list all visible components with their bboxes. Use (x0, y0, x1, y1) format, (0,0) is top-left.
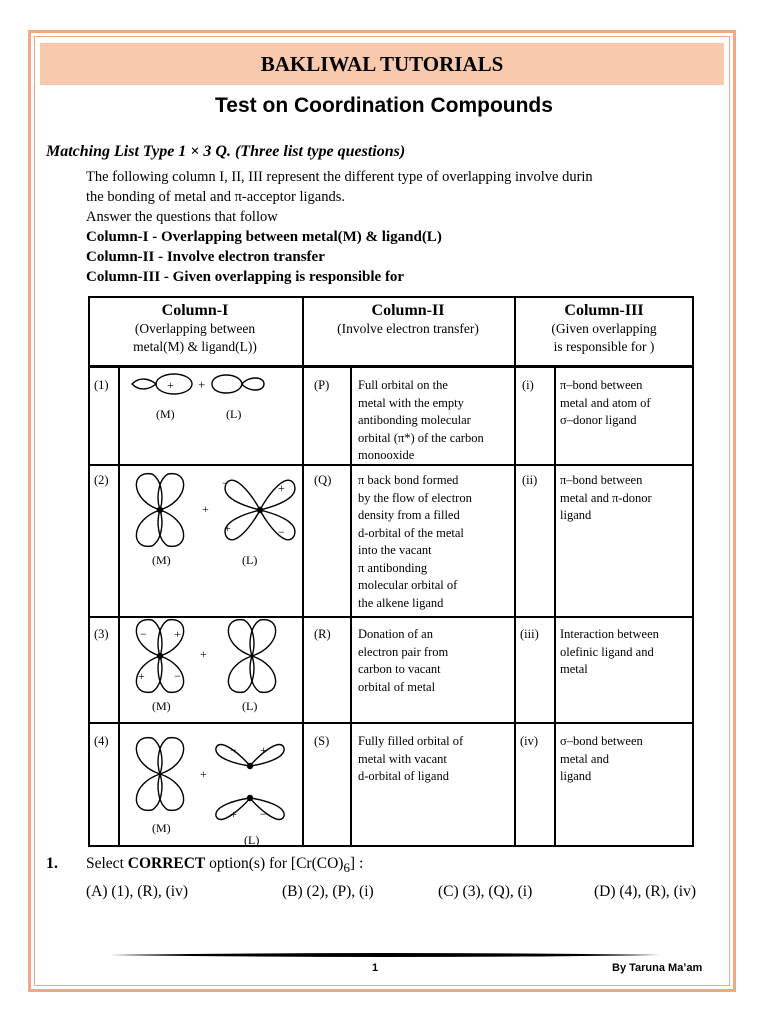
column-iii-title: Column-III (564, 302, 644, 319)
d-orbital (136, 474, 183, 547)
sp-orbital-lobe (212, 375, 242, 393)
sign-label: + (167, 378, 174, 392)
ligand-label: (L) (244, 833, 260, 847)
metal-label: (M) (152, 699, 171, 713)
author-credit: By Taruna Ma’am (612, 962, 703, 974)
text-line: π antibonding (358, 560, 428, 575)
orbital-diagrams (88, 296, 694, 847)
text-line: σ–bond between (560, 734, 643, 748)
d-orbital (136, 738, 183, 811)
text-line: Donation of an (358, 627, 433, 641)
question-text-bold: CORRECT (127, 855, 206, 872)
text-line: orbital (π*) of the carbon (358, 430, 484, 445)
text-line: Interaction between (560, 627, 659, 641)
section-heading: Matching List Type 1 × 3 Q. (Three list type questions) (46, 143, 406, 160)
ligand-label: (L) (226, 407, 242, 421)
column-i-sub: (Overlapping between (134, 321, 256, 336)
metal-label: (M) (152, 553, 171, 567)
sign-label: + (230, 807, 237, 821)
column-def: Column-II - Involve electron transfer (86, 249, 325, 265)
question-text-part: ] : (349, 855, 364, 872)
ligand-label: (L) (242, 699, 258, 713)
option-d[interactable]: (D) (4), (R), (iv) (594, 883, 697, 900)
ligand-label: (L) (242, 553, 258, 567)
row-1-c1-label: (1) (94, 378, 109, 392)
text-line: π–bond between (560, 473, 643, 487)
p-orbital-small-lobe (132, 379, 156, 389)
row-4-c3-label: (iv) (520, 734, 539, 748)
row-2-orbital-diagram (136, 474, 295, 567)
row-1-orbital-diagram (132, 374, 264, 421)
row-2-c2-label: (Q) (314, 473, 332, 487)
column-i-sub: metal(M) & ligand(L)) (133, 339, 257, 354)
option-b[interactable]: (B) (2), (P), (i) (282, 883, 374, 900)
question-number: 1. (46, 855, 58, 872)
column-i-title: Column-I (161, 302, 229, 319)
p-orbital-pair-top (216, 744, 284, 768)
question-text-part: Select (86, 855, 128, 872)
row-3-c1-label: (3) (94, 627, 109, 641)
text-line: into the vacant (358, 543, 432, 557)
plus-sign: + (200, 647, 207, 661)
p-orbital-pair-bottom (216, 796, 284, 820)
text-line: metal with vacant (358, 751, 447, 766)
text-line: metal with the empty (358, 395, 464, 410)
sp-orbital-small-lobe (242, 378, 264, 390)
question-text-sub: 6 (343, 860, 350, 876)
text-line: σ–donor ligand (560, 413, 637, 427)
text-line: antibonding molecular (358, 413, 471, 427)
row-3-c3-label: (iii) (520, 627, 539, 641)
institute-banner (40, 43, 724, 85)
test-title: Test on Coordination Compounds (215, 94, 553, 117)
text-line: d-orbital of ligand (358, 769, 449, 783)
row-3-orbital-diagram (136, 620, 275, 713)
row-4-c1-label: (4) (94, 734, 109, 748)
text-line: monooxide (358, 448, 415, 462)
text-line: electron pair from (358, 644, 449, 659)
column-def: Column-III - Given overlapping is responsible for (86, 269, 405, 285)
sign-label: − (278, 525, 285, 539)
text-line: π–bond between (560, 378, 643, 392)
text-line: metal (560, 662, 588, 676)
column-ii-sub: (Involve electron transfer) (337, 321, 479, 336)
question-text (86, 855, 363, 876)
text-line: the alkene ligand (358, 595, 444, 610)
intro-line: Answer the questions that follow (86, 209, 278, 225)
text-line: π back bond formed (358, 473, 459, 487)
sign-label: + (260, 743, 267, 757)
intro-line: The following column I, II, III represent the different type of overlapping involve durin (86, 169, 593, 185)
row-4-c2-label: (S) (314, 734, 330, 748)
plus-sign: + (200, 767, 207, 781)
p-orbital-lobe (156, 374, 192, 394)
text-line: carbon to vacant (358, 662, 441, 676)
sign-label: − (260, 807, 267, 821)
plus-sign: + (198, 377, 206, 392)
row-1-c2-label: (P) (314, 378, 330, 392)
text-line: metal and atom of (560, 395, 651, 410)
text-line: olefinic ligand and (560, 644, 654, 659)
row-3-c2-label: (R) (314, 627, 331, 641)
question-text-part: option(s) for [Cr(CO) (205, 855, 344, 872)
text-line: molecular orbital of (358, 578, 458, 592)
text-line: d-orbital of the metal (358, 525, 464, 540)
row-2-c3-label: (ii) (522, 473, 538, 487)
column-ii-title: Column-II (371, 302, 445, 319)
plus-sign: + (202, 502, 209, 516)
institute-name: BAKLIWAL TUTORIALS (260, 51, 504, 76)
sign-label: − (174, 669, 181, 683)
text-line: ligand (560, 508, 592, 522)
text-line: density from a filled (358, 508, 460, 522)
sign-label: − (140, 627, 147, 641)
sign-label: − (230, 743, 237, 757)
intro-line: the bonding of metal and π-acceptor ligands. (86, 189, 345, 205)
option-a[interactable]: (A) (1), (R), (iv) (86, 883, 189, 900)
sign-label: − (222, 476, 229, 490)
sign-label: + (138, 669, 145, 683)
d-orbital (228, 620, 275, 693)
intro-block (86, 167, 726, 287)
sign-label: + (278, 481, 285, 495)
row-1-c3-label: (i) (522, 378, 534, 392)
column-iii-sub: (Given overlapping (551, 321, 657, 336)
option-c[interactable]: (C) (3), (Q), (i) (438, 883, 533, 900)
sign-label: + (174, 627, 181, 641)
column-iii-sub: is responsible for ) (553, 339, 655, 354)
text-line: orbital of metal (358, 679, 436, 694)
text-line: Full orbital on the (358, 378, 448, 392)
row-2-c1-label: (2) (94, 473, 109, 487)
text-line: metal and π-donor (560, 490, 652, 505)
sign-label: + (224, 521, 231, 535)
column-def: Column-I - Overlapping between metal(M) & ligand(L) (86, 229, 442, 245)
matching-table (88, 296, 694, 847)
text-line: by the flow of electron (358, 490, 472, 505)
page-number: 1 (372, 962, 379, 974)
text-line: Fully filled orbital of (358, 734, 464, 748)
footer-rule (110, 952, 660, 958)
row-4-orbital-diagram (136, 738, 284, 847)
metal-label: (M) (152, 821, 171, 835)
text-line: metal and (560, 751, 609, 766)
metal-label: (M) (156, 407, 175, 421)
text-line: ligand (560, 769, 592, 783)
